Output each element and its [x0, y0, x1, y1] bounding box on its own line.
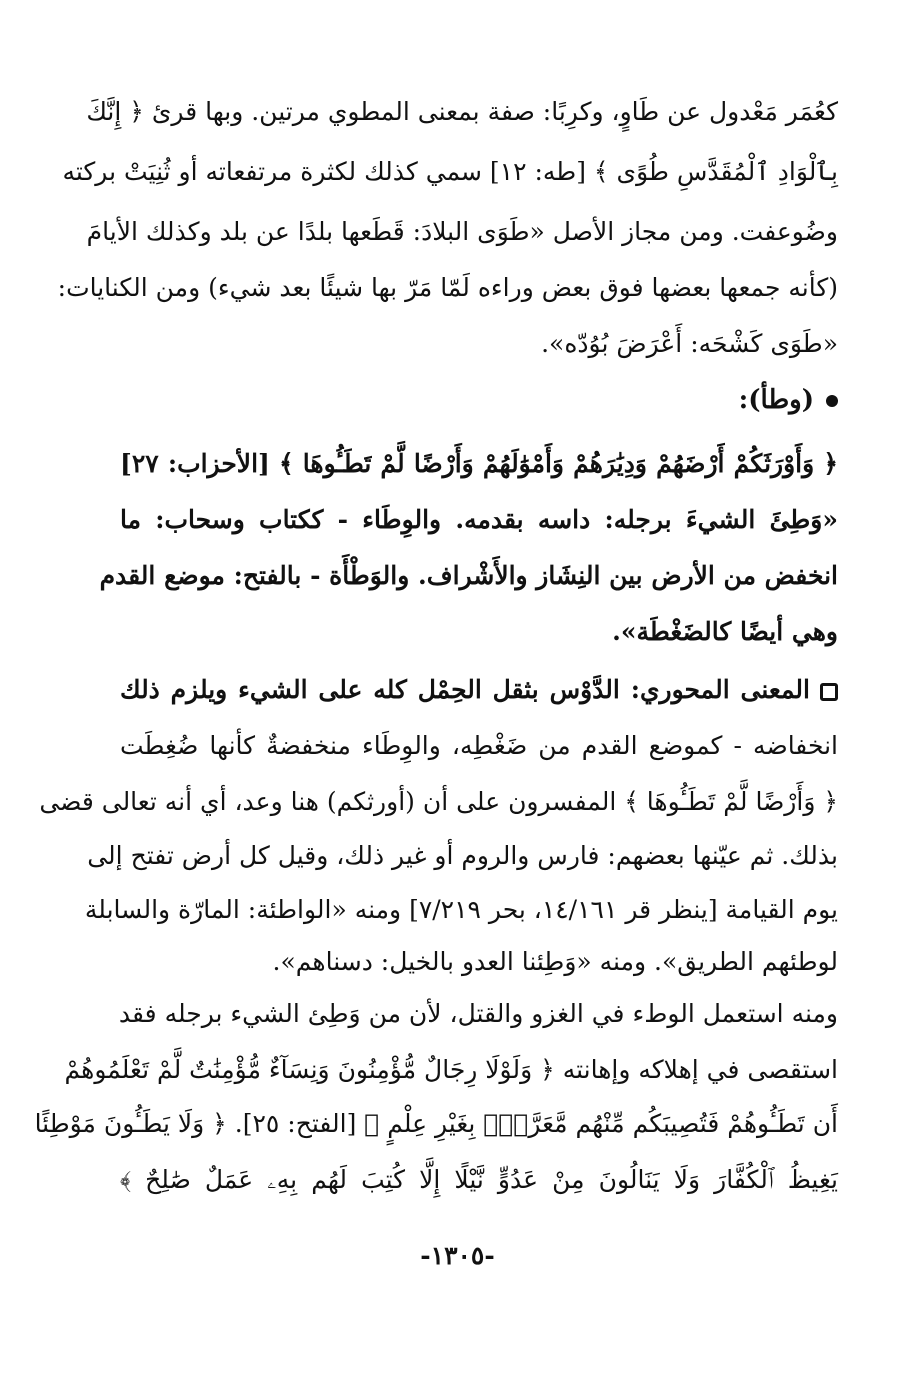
- core-meaning-label: المعنى المحوري:: [630, 675, 810, 704]
- text-line: كعُمَر مَعْدول عن طَاوٍ، وكرِبًا: صفة بمعنى المطوي مرتين. وبها قرئ ﴿ إِنَّكَ: [86, 97, 838, 126]
- text-line: بِٱلْوَادِ ٱلْمُقَدَّسِ طُوًى ﴾ [طه: ١٢] سمي كذلك لكثرة مرتفعاته أو ثُنِيَتْ بركته: [62, 157, 838, 186]
- text-line: ومنه استعمل الوطء في الغزو والقتل، لأن من وَطِئ الشيء برجله فقد: [118, 999, 838, 1028]
- entry-heading: [600, 376, 838, 424]
- text-line: ﴿ وَأَرْضًا لَّمْ تَطَـُٔوهَا ﴾ المفسرون على أن (أورثكم) هنا وعد، أي أنه تعالى قضى: [39, 787, 838, 816]
- entry-heading-label: (وطأ):: [738, 385, 814, 415]
- text-line: أَن تَطَـُٔوهُمْ فَتُصِيبَكُم مِّنْهُم مَّعَرَّةٌۢ بِغَيْرِ عِلْمٍ ﴾ [الفتح: ٢٥]. ﴿ وَلَا يَطَـُٔونَ مَوْطِئًا: [34, 1109, 838, 1138]
- text-line: بذلك. ثم عيّنها بعضهم: فارس والروم أو غير ذلك، وقيل كل أرض تفتح إلى: [87, 841, 838, 870]
- text-line: وضُوعفت. ومن مجاز الأصل «طَوَى البلادَ: قَطَعها بلدًا عن بلد وكذلك الأيامَ: [86, 217, 838, 246]
- text-line: يَغِيظُ ٱلْكُفَّارَ وَلَا يَنَالُونَ مِنْ عَدُوٍّ نَّيْلًا إِلَّا كُتِبَ لَهُم بِهِۦ عَمَلٌ صَٰلِحٌ ﴾: [120, 1165, 838, 1194]
- text-line: استقصى في إهلاكه وإهانته ﴿ وَلَوْلَا رِجَالٌ مُّؤْمِنُونَ وَنِسَآءٌ مُّؤْمِنَٰتٌ لَّمْ تَعْلَمُوهُمْ: [64, 1055, 838, 1084]
- square-icon: [820, 683, 838, 701]
- text-line: لوطئهم الطريق». ومنه «وَطِئنا العدو بالخيل: دسناهم».: [272, 947, 838, 976]
- definition-line: وهي أيضًا كالضَغْطَة».: [612, 617, 838, 646]
- definition-line: «وَطِئَ الشيءَ برجله: داسه بقدمه. والوِطَاء - ككتاب وسحاب: ما: [120, 505, 838, 534]
- text-line: انخفاضه - كموضع القدم من ضَغْطِه، والوِطَاء منخفضةٌ كأنها ضُغِطَت: [120, 731, 838, 760]
- quran-verse-line: ﴿ وَأَوْرَثَكُمْ أَرْضَهُمْ وَدِيَٰرَهُمْ وَأَمْوَٰلَهُمْ وَأَرْضًا لَّمْ تَطَـُٔوهَا ﴾ [الأحزاب: ٢٧]: [120, 449, 838, 478]
- text-line: «طَوَى كَشْحَه: أَعْرَضَ بُوُدّه».: [541, 329, 838, 358]
- definition-line: انخفض من الأرض بين النِشَاز والأَشْراف. والوَطْأَة - بالفتح: موضع القدم: [99, 561, 838, 590]
- text-line: (كأنه جمعها بعضها فوق بعض وراءه لَمّا مَرّ بها شيئًا بعد شيء) ومن الكنايات:: [57, 273, 838, 302]
- core-meaning-line: [120, 666, 838, 714]
- page-number: -١٣٠٥-: [420, 1241, 495, 1270]
- core-meaning-text: الدَّوْس بثقل الحِمْل كله على الشيء ويلزم ذلك: [120, 675, 620, 704]
- text-line: يوم القيامة [ينظر قر ١٤/١٦١، بحر ٧/٢١٩] ومنه «الواطئة: المارّة والسابلة: [84, 895, 838, 924]
- bullet-icon: [826, 395, 838, 407]
